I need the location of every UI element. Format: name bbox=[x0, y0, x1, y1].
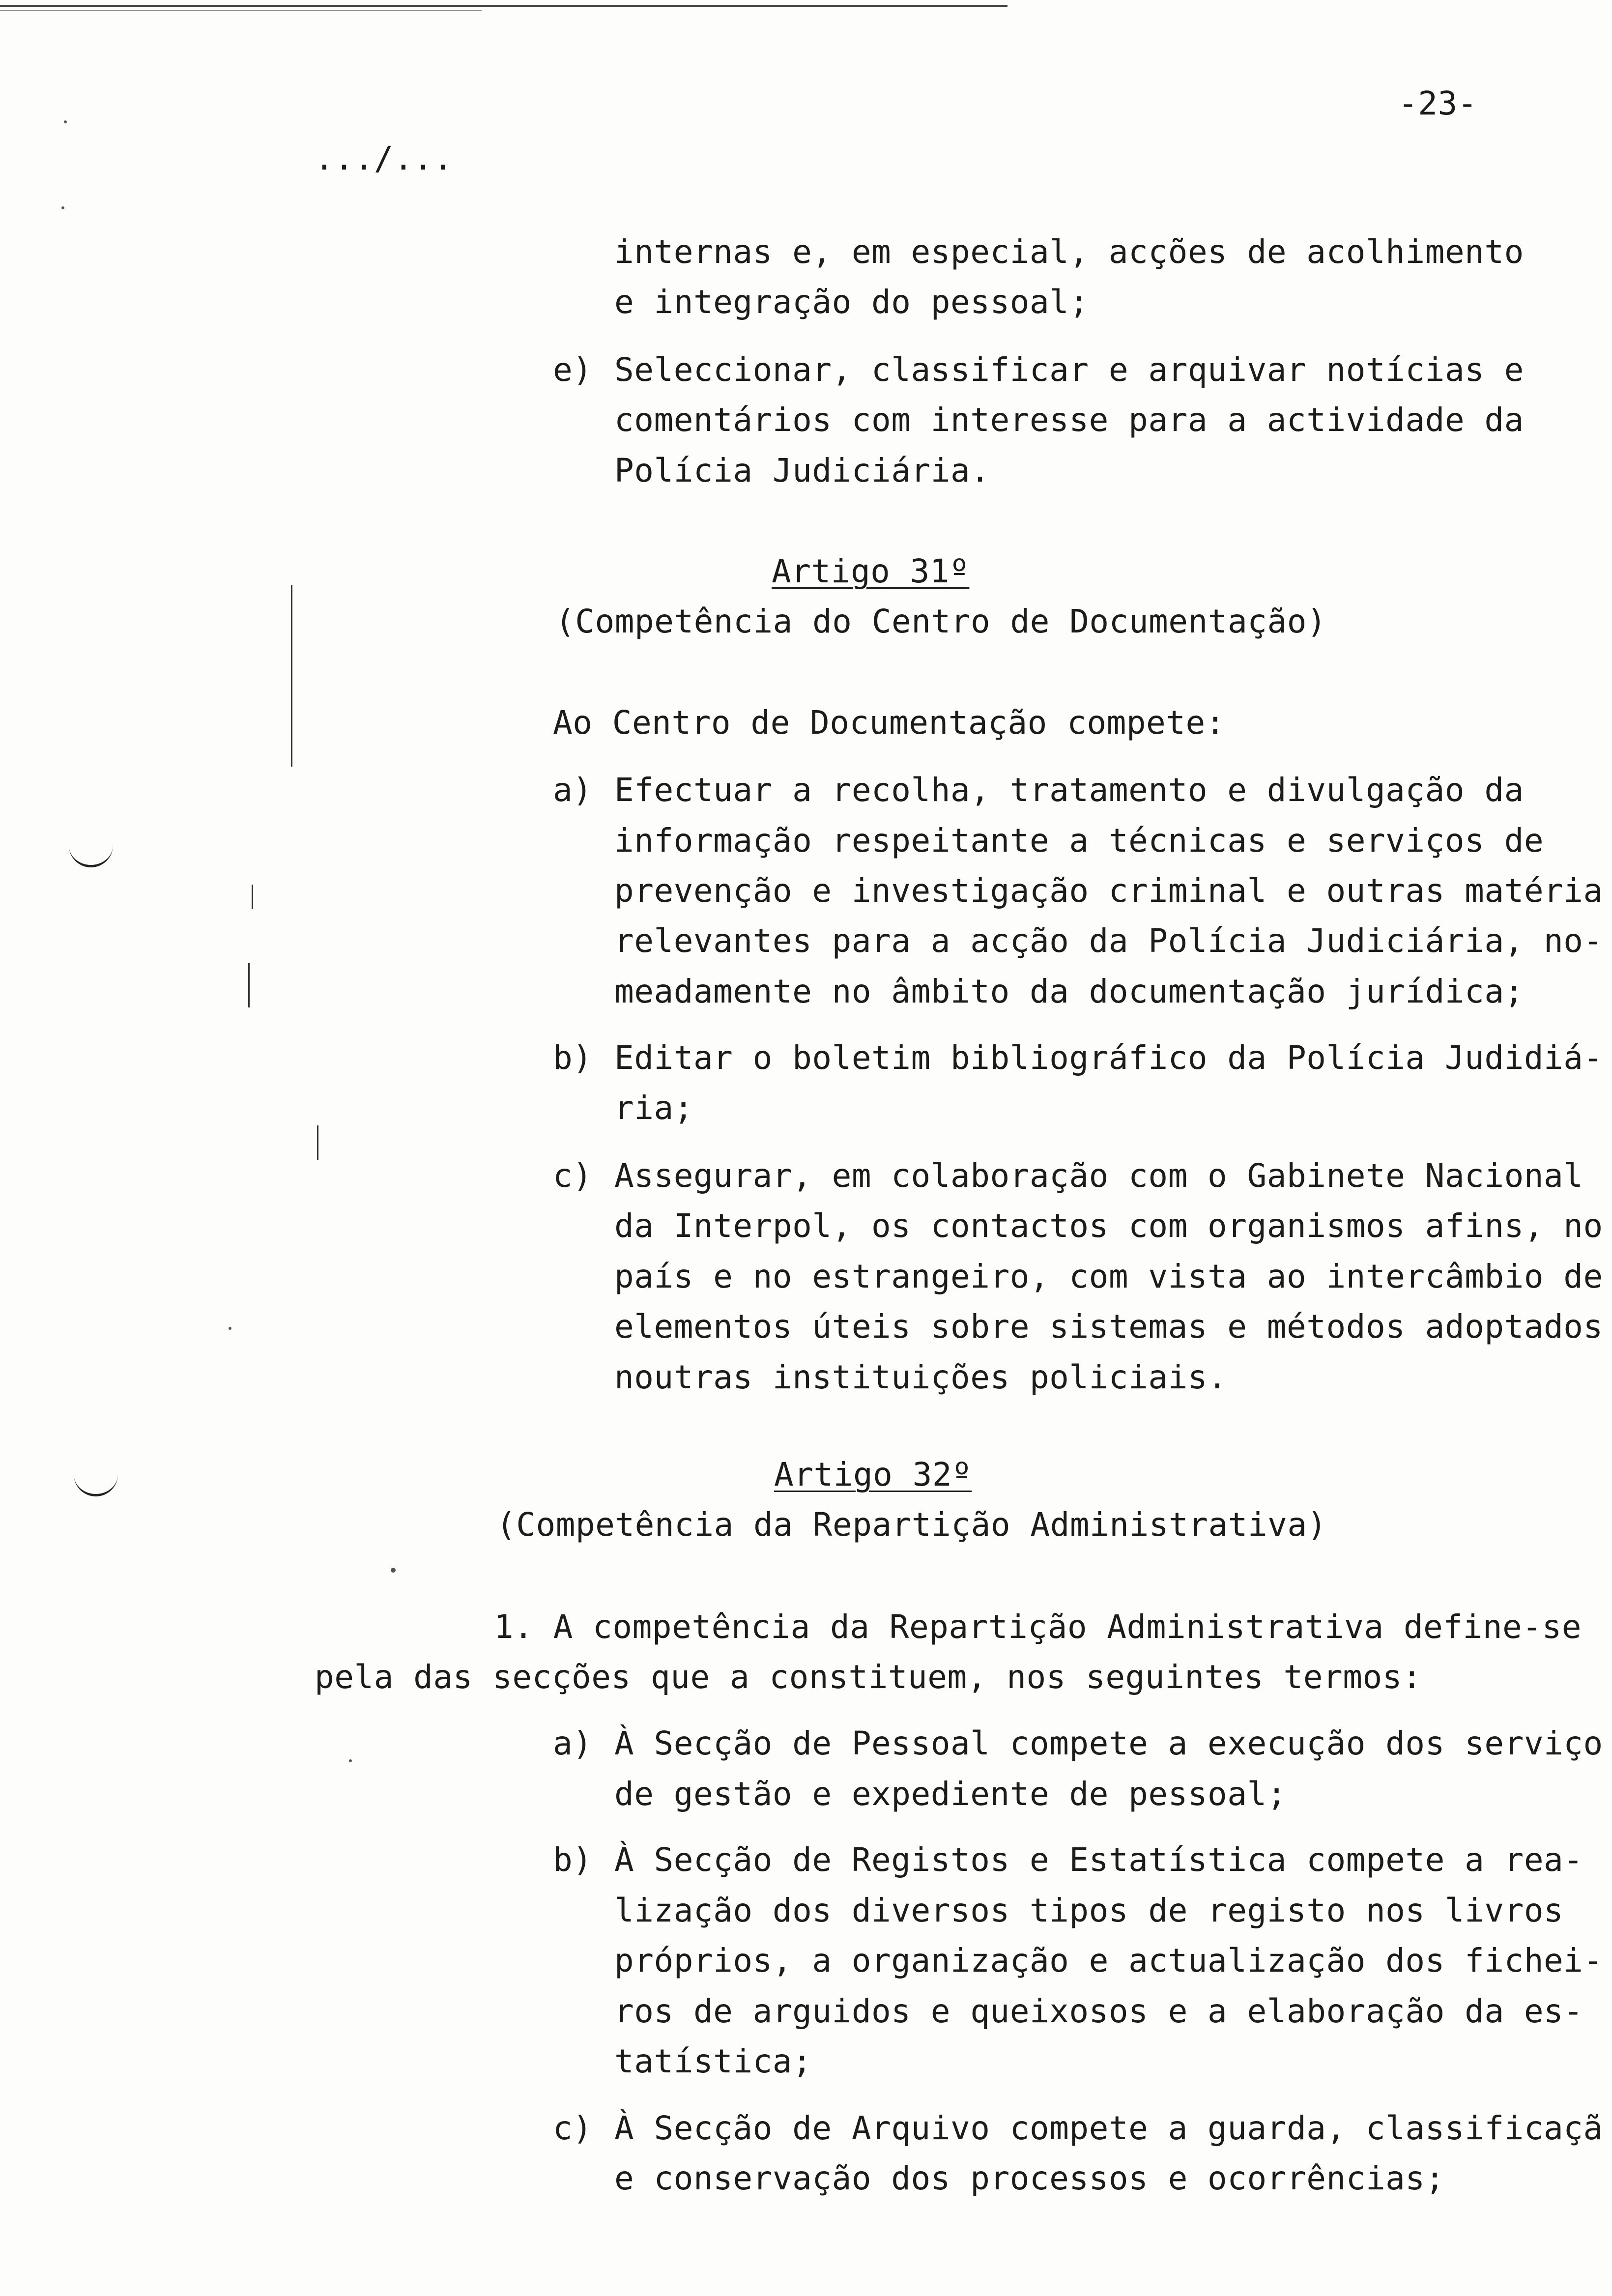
article-32-subtitle: (Competência da Repartição Administrativa) bbox=[496, 1506, 1327, 1544]
margin-speck bbox=[349, 1759, 352, 1762]
margin-speck bbox=[61, 206, 64, 209]
margin-mark bbox=[248, 963, 250, 1007]
article-31-title: Artigo 31º bbox=[772, 552, 970, 590]
text-line: 1. A competência da Repartição Administrativa define-se bbox=[494, 1608, 1582, 1646]
text-line: Editar o boletim bibliográfico da Polícia Judidiá- bbox=[614, 1039, 1603, 1077]
text-line: Ao Centro de Documentação compete: bbox=[553, 704, 1226, 742]
text-line: lização dos diversos tipos de registo nos livros bbox=[614, 1892, 1564, 1929]
text-line: À Secção de Arquivo compete a guarda, classificaçã bbox=[614, 2109, 1603, 2147]
text-line: À Secção de Pessoal compete a execução dos serviço bbox=[614, 1724, 1603, 1762]
margin-speck bbox=[64, 120, 67, 123]
list-label: e) bbox=[553, 351, 593, 389]
margin-speck bbox=[229, 1327, 231, 1330]
list-label: a) bbox=[553, 771, 593, 809]
text-line: país e no estrangeiro, com vista ao intercâmbio de bbox=[614, 1258, 1603, 1295]
text-line: ros de arguidos e queixosos e a elaboração da es- bbox=[614, 1992, 1583, 2030]
text-line: relevantes para a acção da Polícia Judiciária, no- bbox=[614, 922, 1603, 960]
text-line: de gestão e expediente de pessoal; bbox=[614, 1775, 1287, 1813]
text-line: internas e, em especial, acções de acolhimento bbox=[614, 233, 1524, 271]
text-line: elementos úteis sobre sistemas e métodos adoptados bbox=[614, 1308, 1603, 1346]
text-line: meadamente no âmbito da documentação jurídica; bbox=[614, 973, 1524, 1010]
text-line: noutras instituições policiais. bbox=[614, 1358, 1228, 1396]
top-edge-line bbox=[0, 5, 1008, 7]
article-32-title: Artigo 32º bbox=[774, 1456, 972, 1493]
margin-mark bbox=[291, 585, 292, 767]
text-line: prevenção e investigação criminal e outras matéria bbox=[614, 872, 1603, 910]
page-number: -23- bbox=[1398, 85, 1477, 122]
text-line: comentários com interesse para a actividade da bbox=[614, 401, 1524, 439]
text-line: pela das secções que a constituem, nos seguintes termos: bbox=[315, 1658, 1422, 1696]
continuation-marker: .../... bbox=[315, 140, 453, 177]
list-label: c) bbox=[553, 2109, 593, 2147]
text-line: ria; bbox=[614, 1089, 693, 1127]
text-line: e conservação dos processos e ocorrências; bbox=[614, 2159, 1445, 2197]
text-line: próprios, a organização e actualização dos fichei- bbox=[614, 1942, 1603, 1980]
margin-punch-mark bbox=[74, 1474, 118, 1496]
top-edge-line-secondary bbox=[0, 10, 482, 11]
list-label: c) bbox=[553, 1157, 593, 1195]
list-label: b) bbox=[553, 1039, 593, 1077]
margin-speck bbox=[391, 1568, 396, 1573]
text-line: Polícia Judiciária. bbox=[614, 452, 990, 489]
text-line: Assegurar, em colaboração com o Gabinete Nacional bbox=[614, 1157, 1583, 1195]
text-line: e integração do pessoal; bbox=[614, 283, 1089, 321]
text-line: da Interpol, os contactos com organismos afins, no bbox=[614, 1207, 1603, 1245]
list-label: a) bbox=[553, 1724, 593, 1762]
text-line: tatística; bbox=[614, 2042, 812, 2080]
text-line: Efectuar a recolha, tratamento e divulgação da bbox=[614, 771, 1524, 809]
text-line: Seleccionar, classificar e arquivar notícias e bbox=[614, 351, 1524, 389]
margin-punch-mark bbox=[69, 845, 113, 867]
margin-mark bbox=[317, 1125, 318, 1160]
article-31-subtitle: (Competência do Centro de Documentação) bbox=[555, 603, 1327, 640]
text-line: informação respeitante a técnicas e serviços de bbox=[614, 822, 1544, 860]
text-line: À Secção de Registos e Estatística compete a rea- bbox=[614, 1841, 1583, 1879]
margin-mark bbox=[252, 885, 253, 909]
list-label: b) bbox=[553, 1841, 593, 1879]
